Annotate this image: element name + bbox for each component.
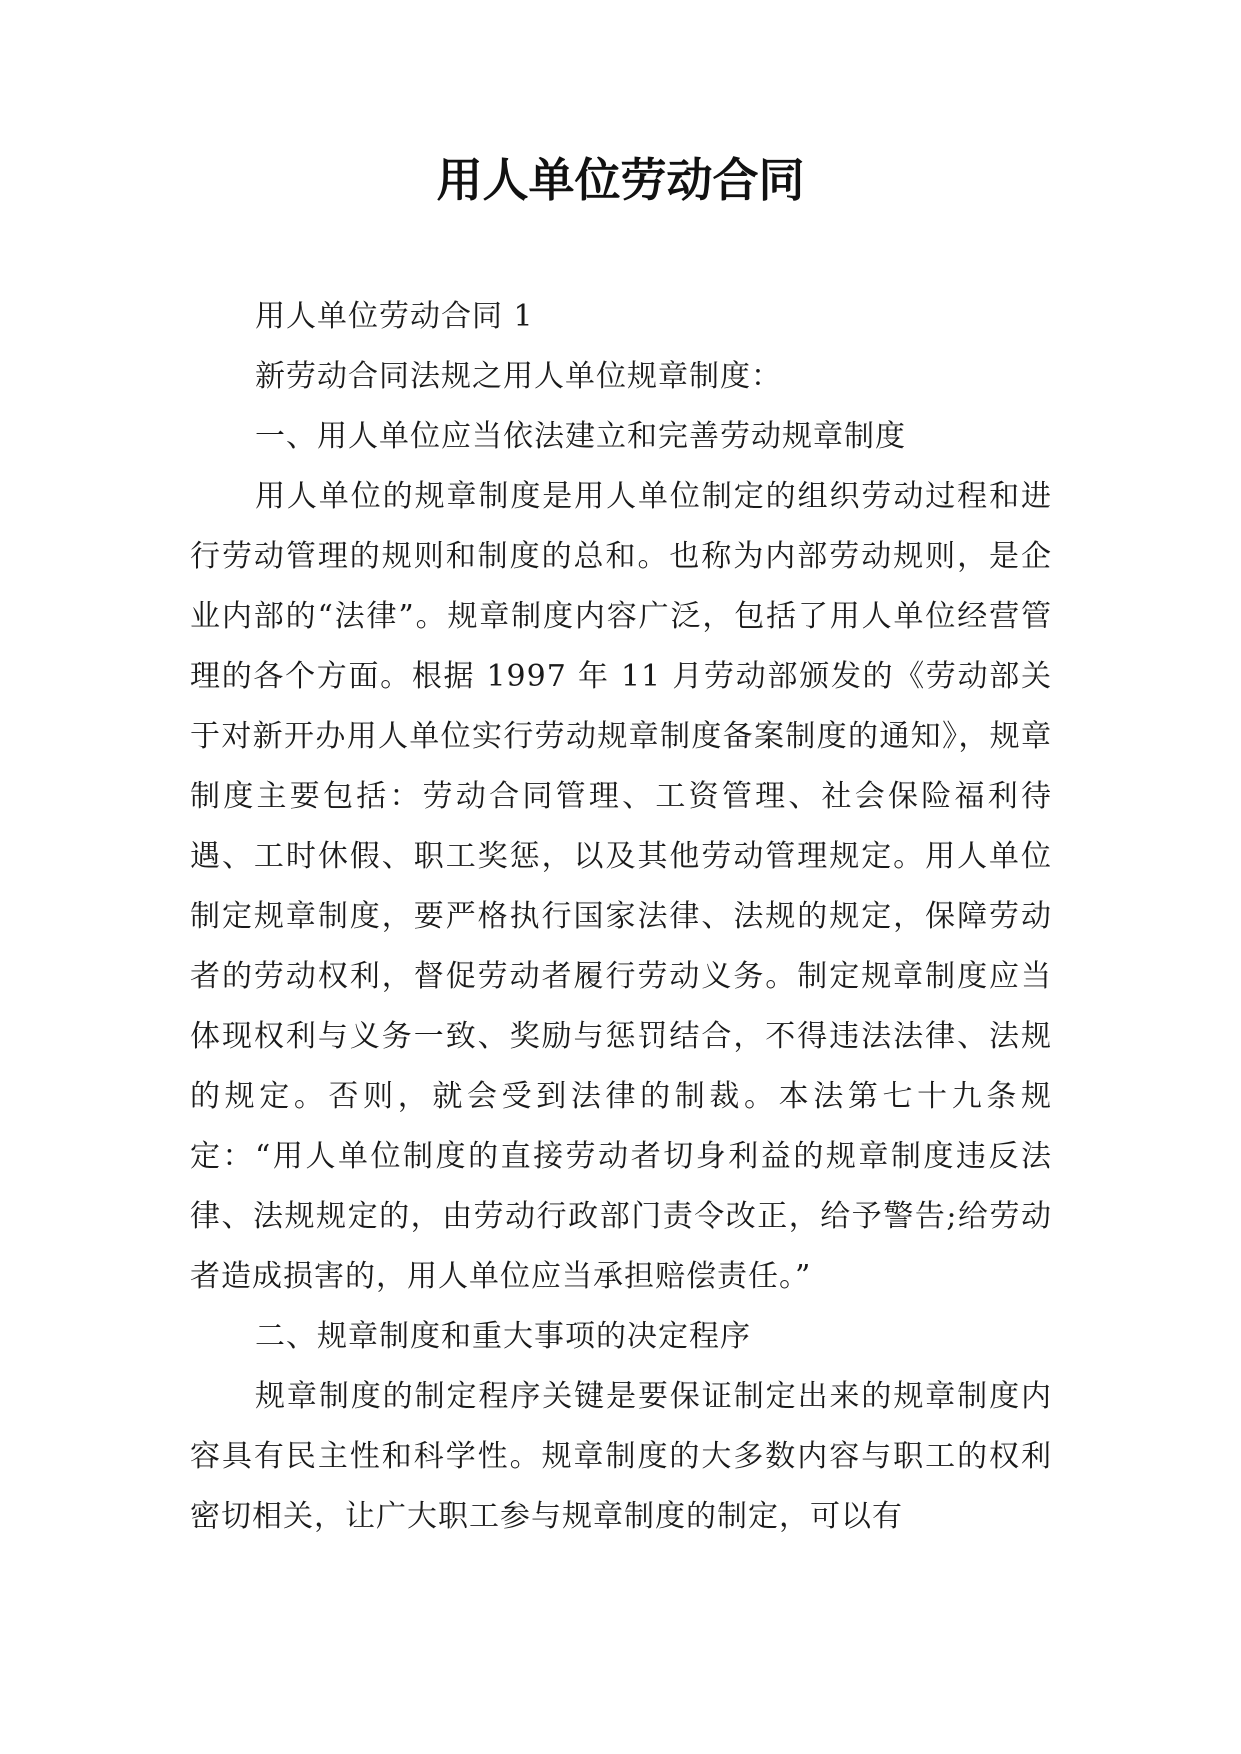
subsection-heading: 一、用人单位应当依法建立和完善劳动规章制度 — [255, 419, 906, 454]
paragraph: 用人单位的规章制度是用人单位制定的组织劳动过程和进行劳动管理的规则和制度的总和。也称为内部劳动规则，是企业内部的“法律”。规章制度内容广泛，包括了用人单位经营管理的各个方面。根据 1997 年 11 月劳动部颁发的《劳动部关于对新开办用人单位实行劳动规章制度备案制度的通知》，规章制度主要包括：劳动合同管理、工资管理、社会保险福利待遇、工时休假、职工奖惩，以及其他劳动管理规定。用人单位制定规章制度，要严格执行国家法律、法规的规定，保障劳动者的劳动权利，督促劳动者履行劳动义务。制定规章制度应当体现权利与义务一致、奖励与惩罚结合，不得违法法律、法规的规定。否则，就会受到法律的制裁。本法第七十九条规定：“用人单位制度的直接劳动者切身利益的规章制度违反法律、法规规定的，由劳动行政部门责令改正，给予警告;给劳动者造成损害的，用人单位应当承担赔偿责任。” — [190, 479, 1052, 1294]
paragraph: 新劳动合同法规之用人单位规章制度： — [255, 359, 782, 394]
document-title: 用人单位劳动合同 — [436, 153, 805, 207]
document-body — [190, 287, 1052, 1547]
subsection-heading: 二、规章制度和重大事项的决定程序 — [255, 1319, 751, 1354]
section-heading: 用人单位劳动合同 1 — [255, 299, 534, 334]
paragraph: 规章制度的制定程序关键是要保证制定出来的规章制度内容具有民主性和科学性。规章制度的大多数内容与职工的权利密切相关，让广大职工参与规章制度的制定，可以有 — [190, 1379, 1052, 1534]
